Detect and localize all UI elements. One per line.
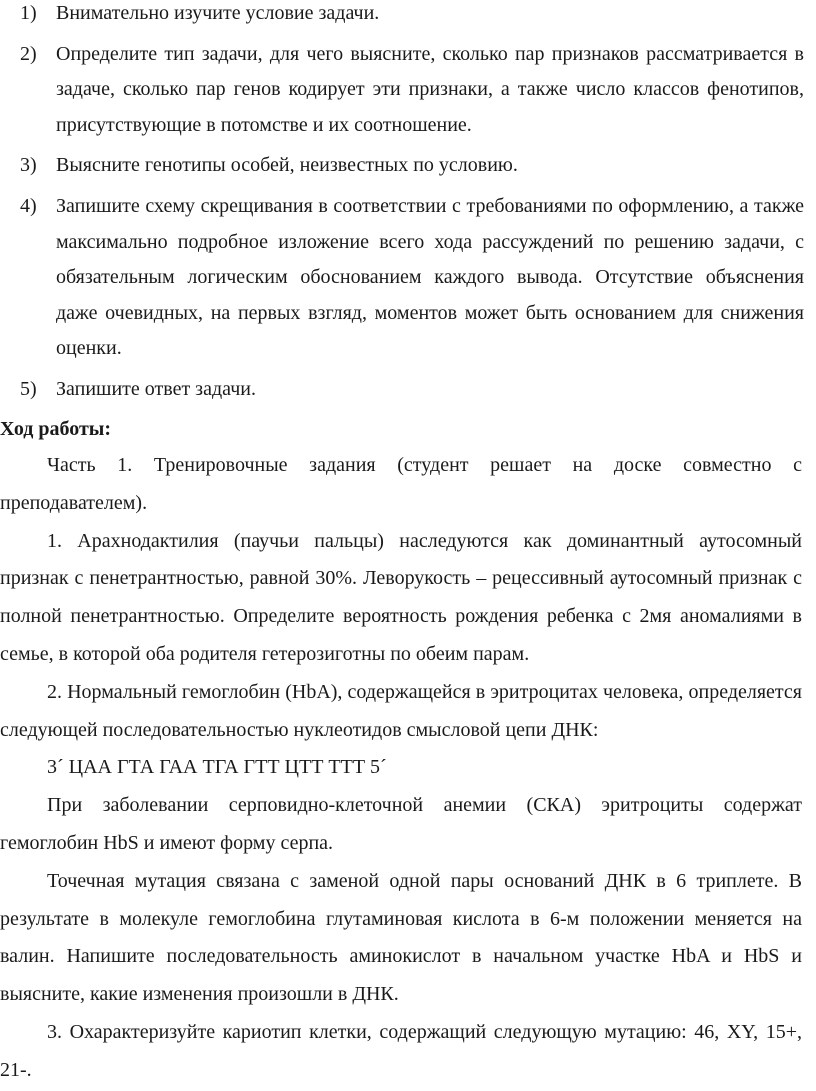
list-item-text: Запишите ответ задачи. [56,377,256,400]
dna-sequence: 3´ ЦАА ГТА ГАА ТГА ГТТ ЦТТ ТТТ 5´ [47,756,387,779]
list-item-number: 1) [20,2,37,24]
list-item-number: 4) [20,194,37,217]
task-one-paragraph: 1. Арахнодактилия (паучьи пальцы) наследуются как доминантный аутосомный признак с пенетрантностью, равной 30%. Леворукость – рецессивный аутосомный признак с полной пенетрантностью. Определите вероятность рождения ребенка с 2мя аномалиями в семье, в которой оба родителя гетерозиготны по обеим парам. [0,529,802,665]
list-item-text: Определите тип задачи, для чего выясните, сколько пар признаков рассматривается в задаче, сколько пар генов кодирует эти признаки, а также число классов фенотипов, присутствующие в потомстве и их соотношение. [56,42,804,136]
task-three-paragraph: 3. Охарактеризуйте кариотип клетки, содержащий следующую мутацию: 46, XY, 15+, 21-. [0,1020,802,1081]
list-item-number: 5) [20,377,37,400]
list-item [0,0,816,32]
list-item-text: Внимательно изучите условие задачи. [56,2,380,24]
list-item [0,148,816,184]
list-item [0,189,816,367]
list-item-number: 2) [20,42,37,65]
list-item [0,37,816,144]
part-one-intro: Часть 1. Тренировочные задания (студент решает на доске совместно с преподавателем). [0,454,802,514]
section-heading: Ход работы: [0,418,112,440]
instruction-list [0,0,816,413]
list-item-text: Запишите схему скрещивания в соответствии с требованиями по оформлению, а также максимально подробное изложение всего хода рассуждений по решению задачи, с обязательным логическим обоснованием каждого вывода. Отсутствие объяснения даже очевидных, на первых взгляд, моментов может быть основанием для снижения оценки. [56,194,804,360]
list-item [0,372,816,408]
list-item-text: Выясните генотипы особей, неизвестных по условию. [56,154,518,177]
task-two-paragraph: 2. Нормальный гемоглобин (HbA), содержащейся в эритроцитах человека, определяется следующей последовательностью нуклеотидов смысловой цепи ДНК: [0,680,802,741]
list-item-number: 3) [20,154,37,177]
mutation-paragraph: Точечная мутация связана с заменой одной пары оснований ДНК в 6 триплете. В результате в молекуле гемоглобина глутаминовая кислота в 6-м положении меняется на валин. Напишите последовательность аминокислот в начальном участке HbA и HbS и выясните, какие изменения произошли в ДНК. [0,869,802,1006]
sca-paragraph: При заболевании серповидно-клеточной анемии (СКА) эритроциты содержат гемоглобин HbS и имеют форму серпа. [0,794,802,854]
task-body [0,447,804,1090]
